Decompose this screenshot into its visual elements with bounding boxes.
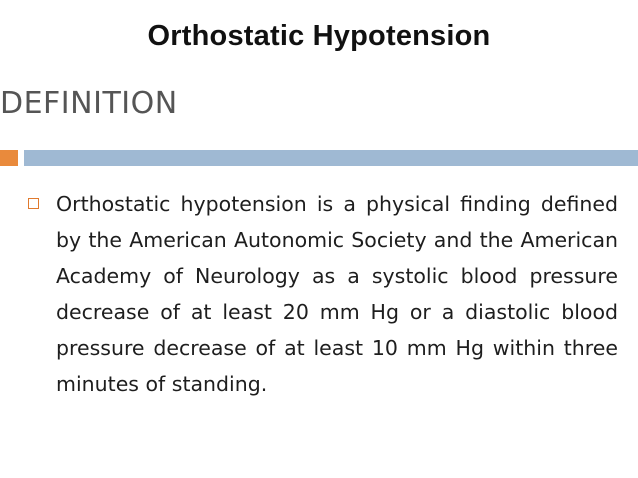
accent-bar-blue bbox=[24, 150, 638, 166]
hollow-square-bullet-icon bbox=[28, 198, 39, 209]
accent-bar-orange bbox=[0, 150, 18, 166]
bullet-item bbox=[28, 186, 618, 402]
slide-title: Orthostatic Hypotension bbox=[147, 20, 491, 52]
section-heading: DEFINITION bbox=[0, 86, 178, 121]
bullet-text: Orthostatic hypotension is a physical finding defined by the American Autonomic Society and the American Academy of Neurology as a systolic blood pressure decrease of at least 20 mm Hg or a diastolic blood pressure decrease of at least 10 mm Hg within three minutes of standing. bbox=[56, 192, 618, 396]
